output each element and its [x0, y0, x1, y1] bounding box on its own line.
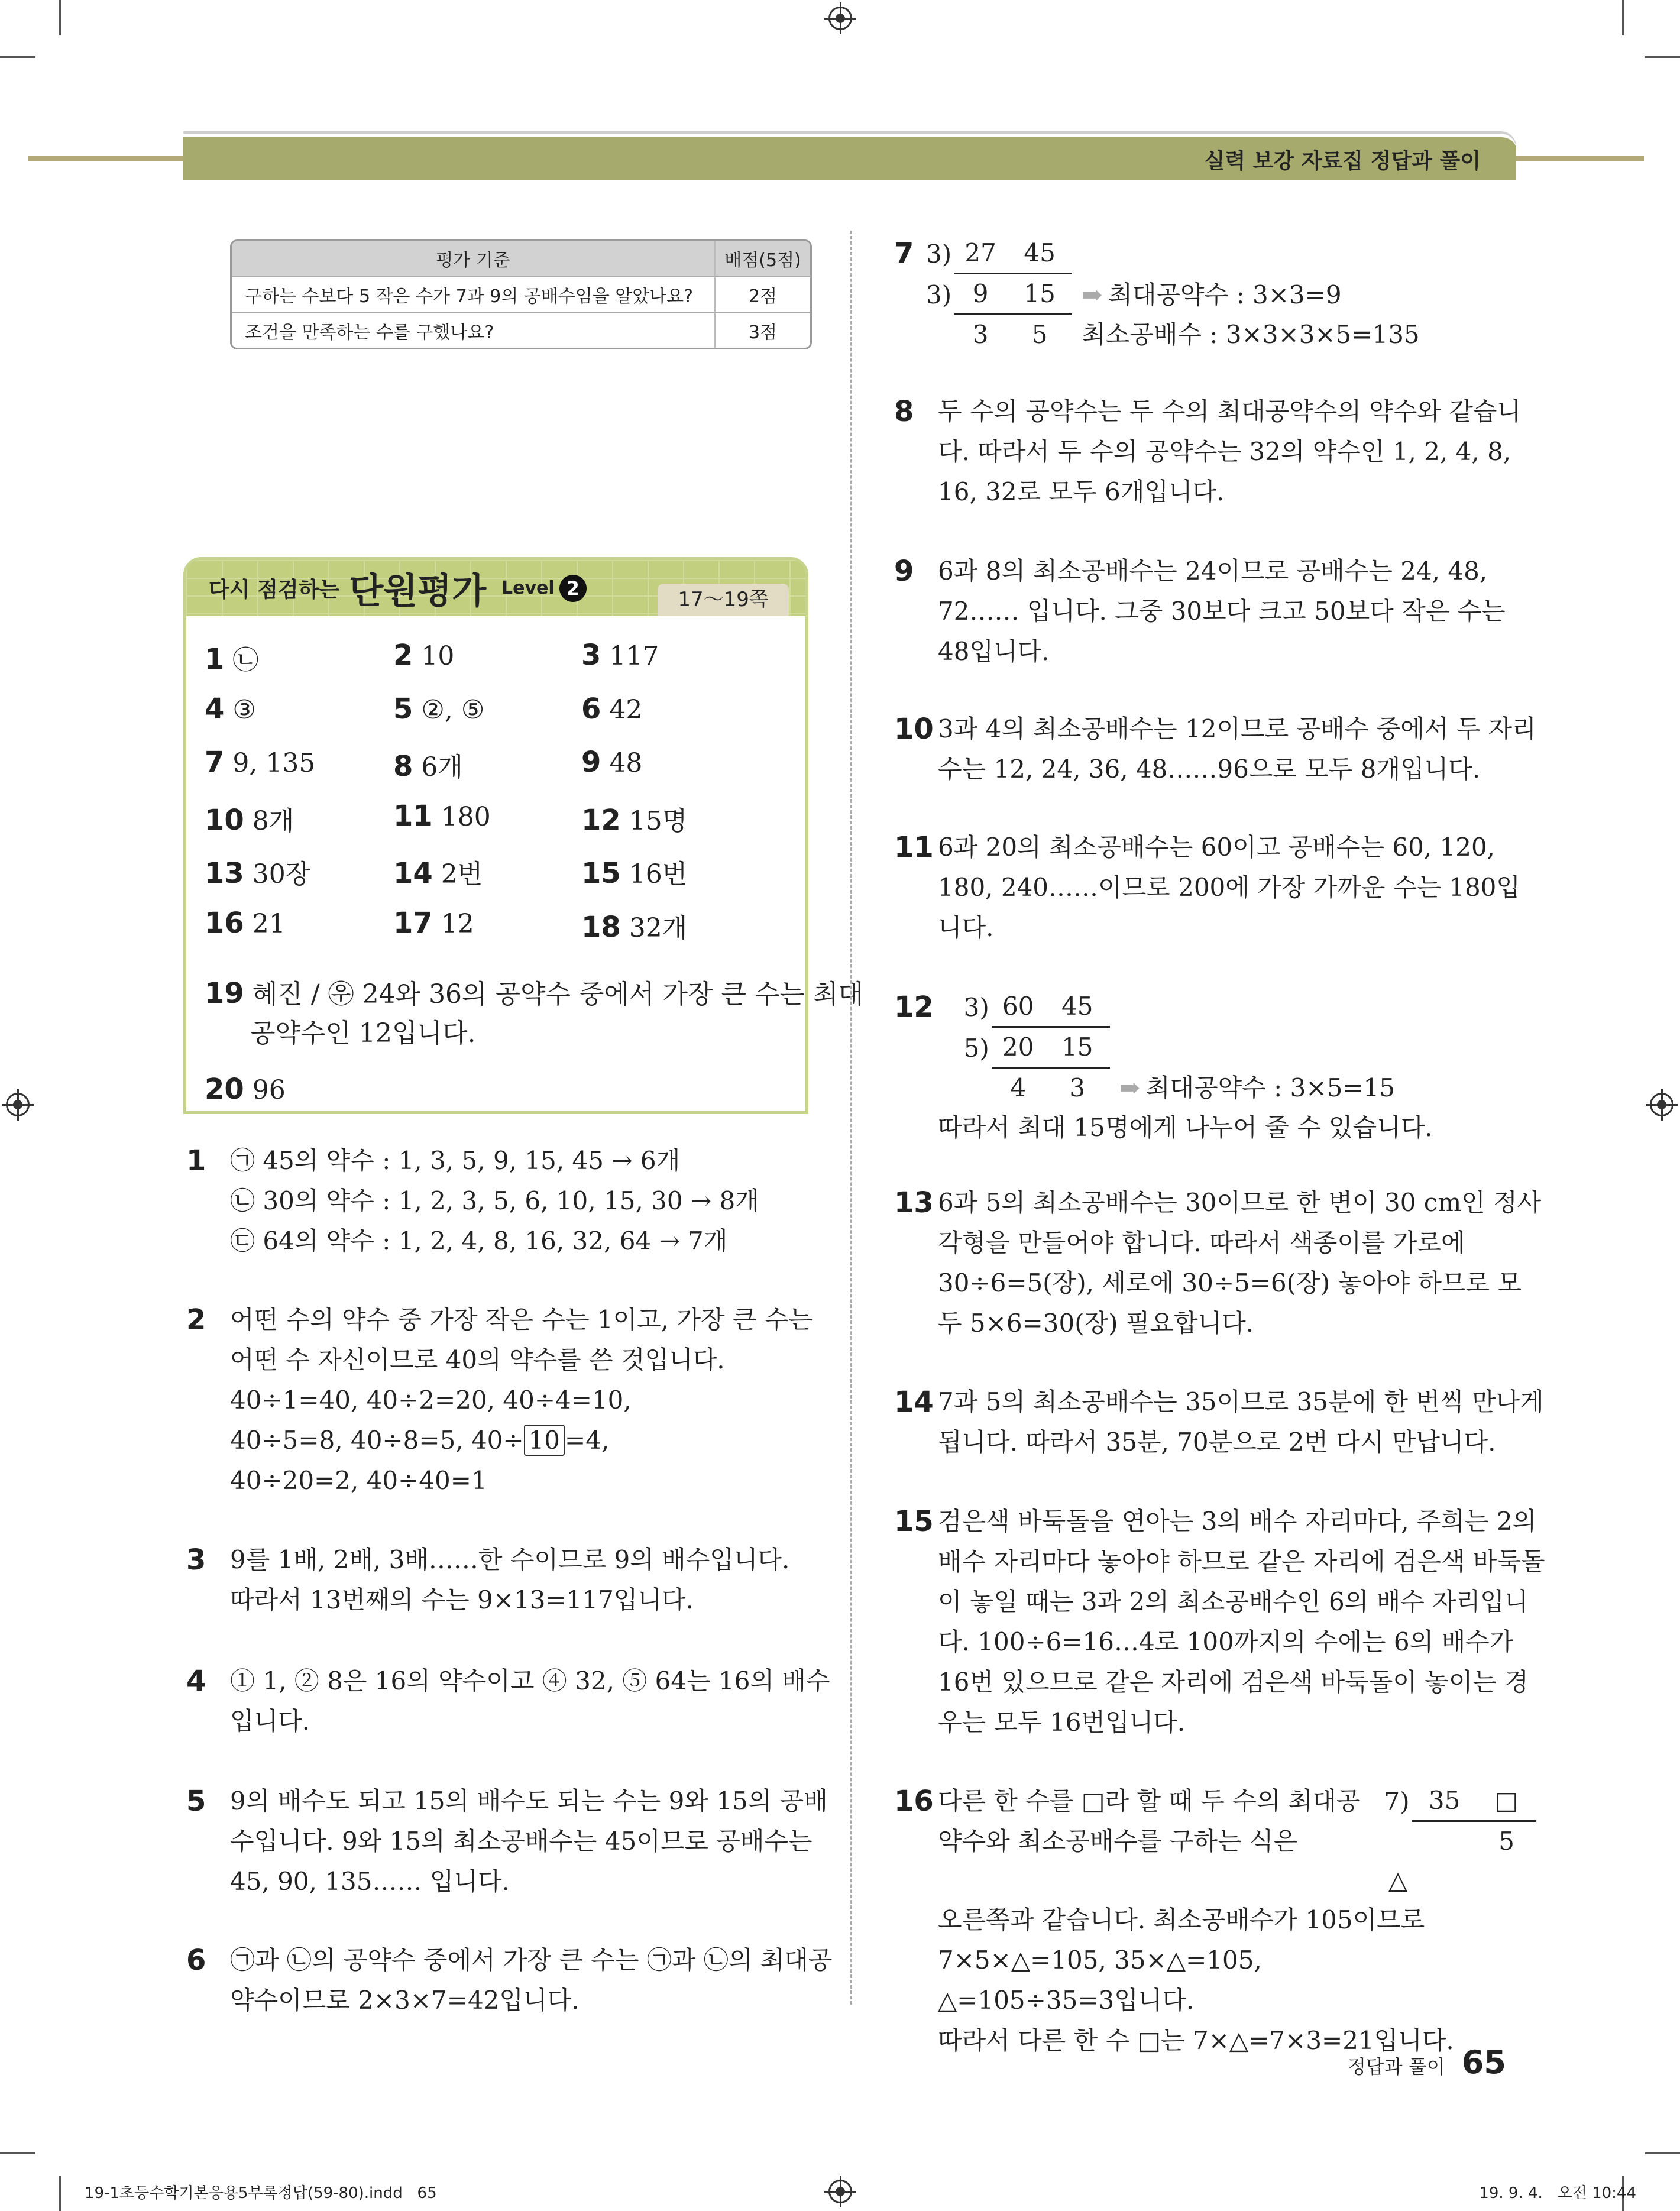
answer-item: [581, 907, 687, 944]
criteria-points: 2점: [714, 277, 810, 312]
dividend: 3: [1069, 1073, 1086, 1102]
divisor: 5): [963, 1033, 989, 1063]
criteria-table: [230, 239, 812, 349]
division-note: [1384, 1822, 1412, 1861]
division-note: [1412, 1861, 1477, 1900]
answer-number: 10: [205, 803, 244, 837]
answer-number: 15: [581, 857, 621, 891]
text-line: [938, 1980, 1536, 2021]
divisor: [926, 315, 954, 354]
explanation-item: [894, 234, 1420, 354]
text-lines: [230, 1540, 789, 1620]
item-number: 15: [894, 1505, 934, 1538]
item-number: 13: [894, 1186, 934, 1219]
text-lines: [938, 391, 1521, 512]
answer-item: [393, 639, 454, 672]
answer-item: [205, 692, 256, 726]
answer-text: 16번: [629, 859, 688, 890]
text-lines: [230, 1300, 813, 1501]
text-segment: 따라서 13번째의 수는 9×13=117입니다.: [230, 1585, 694, 1614]
item-number: 6: [186, 1944, 206, 1977]
dividend: △: [1388, 1866, 1408, 1895]
text-segment: 3과 4의 최소공배수는 12이므로 공배수 중에서 두 자리: [938, 714, 1536, 743]
explanation-item: [186, 1300, 813, 1501]
crop-mark: [59, 2176, 61, 2211]
crop-mark: [0, 56, 35, 58]
criteria-col-header: 평가 기준: [436, 250, 510, 271]
answer-number: 9: [581, 746, 601, 779]
registration-mark-icon: [6, 1093, 30, 1116]
text-segment: 180, 240……이므로 200에 가장 가까운 수는 180입: [938, 873, 1520, 902]
text-segment: ㉡ 30의 약수 : 1, 2, 3, 5, 6, 10, 15, 30 → 8개: [230, 1186, 759, 1215]
answer-number: 3: [581, 639, 601, 672]
text-lines: [938, 1108, 1433, 1148]
explanation-item: [894, 1382, 1544, 1462]
answer-text: 9, 135: [232, 748, 316, 779]
item-number: 1: [186, 1144, 206, 1177]
item-number: 12: [894, 990, 934, 1024]
dividend: 20: [992, 1028, 1045, 1069]
points-col-header: 배점(5점): [714, 241, 810, 276]
item-number: 3: [186, 1543, 206, 1576]
text-lines: [230, 1141, 759, 1261]
text-line: [230, 1821, 828, 1862]
text-line: [938, 1501, 1545, 1542]
registration-mark-icon: [1650, 1093, 1673, 1116]
crop-mark: [59, 0, 61, 35]
text-segment: 오른쪽과 같습니다. 최소공배수가 105이므로: [938, 1905, 1425, 1934]
text-line: [230, 1661, 830, 1701]
item-number: 16: [894, 1785, 934, 1818]
answer-text: 10: [421, 641, 455, 671]
text-line: [938, 591, 1506, 632]
text-segment: 48입니다.: [938, 637, 1050, 666]
dividend: □: [1477, 1781, 1536, 1822]
dividend: 35: [1412, 1781, 1477, 1822]
text-lines: [938, 1501, 1545, 1743]
result-text: 최대공약수 : 3×3=9: [1108, 280, 1342, 309]
text-segment: 두 5×6=30(장) 필요합니다.: [938, 1309, 1254, 1338]
text-segment: 니다.: [938, 913, 994, 942]
answer-text: 2번: [441, 859, 483, 890]
answer-number: 14: [393, 857, 433, 891]
text-segment: 약수이므로 2×3×7=42입니다.: [230, 1986, 580, 2015]
unit-test-title: 단원평가: [349, 570, 487, 612]
answer-text: 42: [609, 694, 643, 725]
answer-number: 12: [581, 803, 621, 837]
text-line: [938, 1183, 1541, 1223]
crop-mark: [1645, 56, 1680, 58]
text-segment: 다. 100÷6=16…4로 100까지의 수에는 6의 배수가: [938, 1627, 1514, 1656]
answer-item: [205, 639, 258, 676]
answer-number: 4: [205, 692, 225, 726]
dividend: 27: [954, 234, 1007, 274]
divisor: [926, 1069, 992, 1108]
text-segment: ㉠ 45의 약수 : 1, 3, 5, 9, 15, 45 → 6개: [230, 1146, 681, 1175]
answer-number: 18: [581, 911, 621, 944]
text-segment: 40÷1=40, 40÷2=20, 40÷4=10,: [230, 1385, 632, 1414]
explanation-item: [186, 1540, 790, 1620]
answer-item: [581, 639, 659, 672]
text-line: [938, 1108, 1433, 1148]
text-line: [938, 749, 1536, 789]
answer-number: 1: [205, 643, 225, 676]
item-number: 4: [186, 1665, 206, 1698]
registration-mark-icon: [828, 7, 852, 30]
answer-number: 16: [205, 907, 244, 940]
dividend: 60: [992, 987, 1045, 1028]
answer-item: [393, 746, 463, 784]
text-segment: △=105÷35=3입니다.: [938, 1986, 1195, 2015]
text-segment: 됩니다. 따라서 35분, 70분으로 2번 다시 만납니다.: [938, 1427, 1496, 1456]
criteria-text: 구하는 수보다 5 작은 수가 7과 9의 공배수임을 알았나요?: [245, 286, 694, 307]
text-segment: 이 놓일 때는 3과 2의 최소공배수인 6의 배수 자리입니: [938, 1587, 1529, 1616]
text-segment: 배수 자리마다 놓아야 하므로 같은 자리에 검은색 바둑돌: [938, 1547, 1545, 1576]
text-segment: 30÷6=5(장), 세로에 30÷5=6(장) 놓아야 하므로 모: [938, 1268, 1522, 1297]
arrow-right-icon: ➡: [1082, 280, 1103, 309]
answer-text: 48: [609, 748, 643, 779]
answer-number: 17: [393, 907, 433, 940]
dividend: 4: [1010, 1073, 1027, 1102]
text-line: [230, 1540, 789, 1580]
text-line: [230, 1701, 830, 1741]
answer-number: 7: [205, 746, 225, 779]
text-segment: 7×5×△=105, 35×△=105,: [938, 1945, 1262, 1974]
divisor: 3): [926, 280, 952, 309]
text-line: [938, 709, 1536, 749]
answer-item: [581, 746, 642, 779]
text-line: [938, 1382, 1544, 1422]
crop-mark: [1645, 2152, 1680, 2154]
text-segment: 6과 20의 최소공배수는 60이고 공배수는 60, 120,: [938, 833, 1496, 862]
item-number: 7: [894, 237, 914, 270]
file-info: 19-1초등수학기본응용5부록정답(59-80).indd 65: [85, 2184, 437, 2202]
answer-text: 혜진 / ㉾ 24와 36의 공약수 중에서 가장 큰 수는 최대: [252, 979, 864, 1009]
explanation-item: [186, 1141, 759, 1261]
answer-item: [393, 799, 491, 833]
text-lines: [938, 1900, 1536, 2061]
registration-mark-icon: [828, 2180, 852, 2203]
text-segment: 어떤 수 자신이므로 40의 약수를 쓴 것입니다.: [230, 1345, 725, 1374]
text-lines: [230, 1661, 830, 1741]
text-segment: 6과 8의 최소공배수는 24이므로 공배수는 24, 48,: [938, 556, 1488, 585]
answer-number: 2: [393, 639, 413, 672]
text-lines: [230, 1940, 832, 2021]
text-line: [938, 1940, 1536, 1980]
explanation-item: [186, 1781, 828, 1902]
text-line: [938, 827, 1520, 867]
dividend: 5: [1498, 1827, 1514, 1856]
text-line: [230, 1300, 813, 1340]
text-segment: 9의 배수도 되고 15의 배수도 되는 수는 9와 15의 공배: [230, 1786, 828, 1815]
explanation-item: [894, 709, 1536, 789]
unit-test-header: [186, 560, 805, 616]
text-segment: 검은색 바둑돌을 연아는 3의 배수 자리마다, 주희는 2의: [938, 1507, 1537, 1536]
text-lines: [938, 709, 1536, 789]
header-rule: [28, 156, 183, 161]
explanation-item: [894, 391, 1522, 512]
text-segment: 따라서 최대 15명에게 나누어 줄 수 있습니다.: [938, 1113, 1433, 1142]
page-number: 65: [1461, 2044, 1506, 2081]
text-segment: ㉠과 ㉡의 공약수 중에서 가장 큰 수는 ㉠과 ㉡의 최대공: [230, 1945, 833, 1974]
text-line: [938, 1223, 1541, 1263]
unit-test-box: [183, 557, 864, 1114]
text-segment: 16, 32로 모두 6개입니다.: [938, 477, 1225, 506]
answer-text: 12: [441, 909, 474, 939]
answer-number: 20: [205, 1073, 244, 1106]
explanation-item: [186, 1661, 830, 1741]
answer-number: 5: [393, 692, 413, 726]
text-segment: 40÷5=8, 40÷8=5, 40÷: [230, 1426, 524, 1455]
text-line: [938, 1582, 1545, 1622]
crop-mark: [1622, 0, 1624, 35]
division-note: [1072, 276, 1420, 315]
result-text: 최소공배수 : 3×3×3×5=135: [1082, 320, 1420, 349]
division-ladder: [1384, 1781, 1536, 1900]
text-line: [230, 1940, 832, 1980]
text-line: [230, 1461, 813, 1501]
answer-20: [205, 1073, 286, 1106]
text-line: [938, 472, 1521, 512]
text-line: [938, 1303, 1541, 1344]
item-number: 10: [894, 713, 934, 746]
explanation-item: [894, 1183, 1542, 1344]
answer-item: [205, 907, 286, 940]
explanation-item: [894, 1781, 1536, 2061]
dividend: 3: [972, 320, 989, 349]
text-segment: 수입니다. 9와 15의 최소공배수는 45이므로 공배수는: [230, 1827, 813, 1856]
criteria-text: 조건을 만족하는 수를 구했나요?: [245, 322, 494, 343]
text-line: [230, 1221, 759, 1261]
text-line: [230, 1580, 789, 1620]
text-segment: 다른 한 수를 □라 할 때 두 수의 최대공: [938, 1786, 1361, 1815]
division-note: [1110, 988, 1433, 1027]
text-lines: [938, 827, 1520, 948]
text-segment: 72…… 입니다. 그중 30보다 크고 50보다 작은 수는: [938, 597, 1506, 626]
text-line: [938, 867, 1520, 908]
page-footer: [1348, 2044, 1506, 2081]
unit-test-title-row: [209, 560, 587, 616]
answer-text: 30장: [252, 859, 311, 890]
division-note: [1072, 235, 1420, 274]
level-badge: 2: [559, 575, 587, 602]
item-number: 14: [894, 1385, 934, 1419]
division-ladder: [926, 234, 1420, 354]
text-segment: 각형을 만들어야 합니다. 따라서 색종이를 가로에: [938, 1228, 1465, 1257]
explanation-item: [894, 827, 1520, 948]
dividend: 45: [1007, 234, 1072, 274]
item-number: 2: [186, 1303, 206, 1336]
division-note: [1110, 1029, 1433, 1068]
text-line: [938, 908, 1520, 948]
text-lines: [938, 1781, 1361, 1862]
answer-item: [205, 853, 310, 891]
text-line: [230, 1141, 759, 1181]
text-line: [938, 1781, 1361, 1821]
footer-section: 정답과 풀이: [1347, 2055, 1445, 2078]
header-title: 실력 보강 자료집 정답과 풀이: [1204, 149, 1481, 173]
answer-item: [581, 853, 687, 891]
text-segment: ① 1, ② 8은 16의 약수이고 ④ 32, ⑤ 64는 16의 배수: [230, 1666, 830, 1695]
text-segment: 따라서 다른 한 수 □는 7×△=7×3=21입니다.: [938, 2026, 1454, 2055]
dividend: 15: [1007, 274, 1072, 315]
text-segment: ㉢ 64의 약수 : 1, 2, 4, 8, 16, 32, 64 → 7개: [230, 1226, 728, 1255]
answer-text: 6개: [421, 752, 463, 783]
text-line: [230, 1781, 828, 1821]
division-note: [1110, 1069, 1433, 1108]
text-line: [230, 1380, 813, 1420]
answer-item: [205, 746, 315, 779]
answer-text: 96: [252, 1075, 286, 1105]
text-line: [230, 1181, 759, 1221]
answer-text: 공약수인 12입니다.: [250, 1018, 476, 1048]
explanation-item: [186, 1940, 833, 2021]
text-segment: =4,: [565, 1426, 610, 1455]
answer-text: 117: [609, 641, 659, 671]
answer-text: ②, ⑤: [421, 694, 485, 725]
text-segment: 수는 12, 24, 36, 48……96으로 모두 8개입니다.: [938, 755, 1481, 784]
text-lines: [230, 1781, 828, 1902]
dividend: 15: [1045, 1028, 1110, 1069]
answer-number: 6: [581, 692, 601, 726]
crop-mark: [0, 2152, 35, 2154]
text-segment: 9를 1배, 2배, 3배……한 수이므로 9의 배수입니다.: [230, 1545, 790, 1574]
dividend: 9: [954, 274, 1007, 315]
text-line: [938, 1900, 1536, 1940]
criteria-row: [232, 276, 810, 312]
text-with-division: [938, 1781, 1536, 1900]
text-line: [938, 1542, 1545, 1582]
text-segment: 40÷20=2, 40÷40=1: [230, 1466, 487, 1495]
dividend: 5: [1031, 320, 1048, 349]
text-line: [938, 632, 1506, 672]
divisor: [1412, 1822, 1477, 1861]
explanation-item: [894, 1501, 1545, 1743]
text-line: [938, 1702, 1545, 1743]
text-lines: [938, 551, 1506, 672]
text-lines: [938, 1382, 1544, 1462]
criteria-points: 3점: [714, 313, 810, 348]
answer-number: 19: [205, 977, 244, 1010]
criteria-row: [232, 312, 810, 348]
answer-item: [581, 799, 687, 837]
text-segment: 16번 있으므로 같은 자리에 검은색 바둑돌이 놓이는 경: [938, 1668, 1529, 1697]
answer-item: [205, 799, 294, 837]
dividend: 45: [1045, 987, 1110, 1028]
answer-text: 180: [441, 801, 491, 832]
division-ladder: [926, 987, 1433, 1108]
explanation-item: [894, 987, 1433, 1148]
answer-text: ㉡: [232, 645, 259, 675]
text-segment: 어떤 수의 약수 중 가장 작은 수는 1이고, 가장 큰 수는: [230, 1305, 813, 1334]
text-line: [938, 1821, 1361, 1862]
text-line: [230, 1340, 813, 1380]
unit-test-subtitle: 다시 점검하는: [209, 578, 340, 602]
text-segment: 약수와 최소공배수를 구하는 식은: [938, 1827, 1298, 1856]
page-range-tab: 17～19쪽: [658, 584, 789, 616]
text-line: [938, 1422, 1544, 1462]
answer-text: 32개: [629, 913, 688, 943]
answer-item: [393, 853, 483, 891]
print-date: 19. 9. 4. 오전 10:44: [1479, 2184, 1636, 2202]
division-note: [1072, 315, 1420, 354]
answer-item: [581, 692, 642, 726]
answer-number: 11: [393, 799, 433, 833]
answer-number: 13: [205, 857, 244, 891]
text-segment: 입니다.: [230, 1707, 310, 1736]
criteria-header-row: [232, 241, 810, 276]
item-number: 11: [894, 831, 934, 864]
column-divider: [850, 231, 852, 2005]
text-line: [230, 1980, 832, 2021]
text-line: [938, 432, 1521, 472]
header-band: [183, 134, 1516, 180]
divisor: 7): [1384, 1786, 1410, 1816]
boxed-answer: 10: [524, 1425, 565, 1456]
header-rule: [1516, 156, 1644, 161]
text-line: [230, 1420, 813, 1461]
result-text: 최대공약수 : 3×5=15: [1145, 1073, 1395, 1102]
item-number: 8: [894, 395, 914, 428]
divisor: 3): [926, 239, 952, 268]
level-label: Level: [501, 578, 555, 598]
item-number: 9: [894, 555, 914, 588]
text-segment: 45, 90, 135…… 입니다.: [230, 1867, 510, 1896]
answer-number: 8: [393, 750, 413, 784]
answer-text: 15명: [629, 805, 688, 836]
text-segment: 6과 5의 최소공배수는 30이므로 한 변이 30 cm인 정사: [938, 1188, 1542, 1217]
text-segment: 우는 모두 16번입니다.: [938, 1708, 1186, 1737]
item-number: 5: [186, 1785, 206, 1818]
divisor: 3): [963, 992, 989, 1022]
text-line: [938, 551, 1506, 591]
text-lines: [938, 1183, 1541, 1344]
text-line: [230, 1862, 828, 1902]
answer-item: [393, 692, 484, 726]
answer-text: 21: [252, 909, 286, 939]
text-line: [938, 1622, 1545, 1662]
text-segment: 7과 5의 최소공배수는 35이므로 35분에 한 번씩 만나게: [938, 1387, 1544, 1416]
answer-item: [393, 907, 474, 940]
arrow-right-icon: ➡: [1119, 1073, 1140, 1102]
explanation-item: [894, 551, 1506, 672]
text-segment: 두 수의 공약수는 두 수의 최대공약수의 약수와 같습니: [938, 397, 1522, 426]
text-segment: 다. 따라서 두 수의 공약수는 32의 약수인 1, 2, 4, 8,: [938, 437, 1511, 466]
answer-19: [205, 974, 863, 1053]
text-line: [938, 1263, 1541, 1303]
answer-text: 8개: [252, 805, 294, 836]
answer-text: ③: [232, 694, 256, 725]
text-line: [938, 391, 1521, 432]
text-line: [938, 1662, 1545, 1702]
